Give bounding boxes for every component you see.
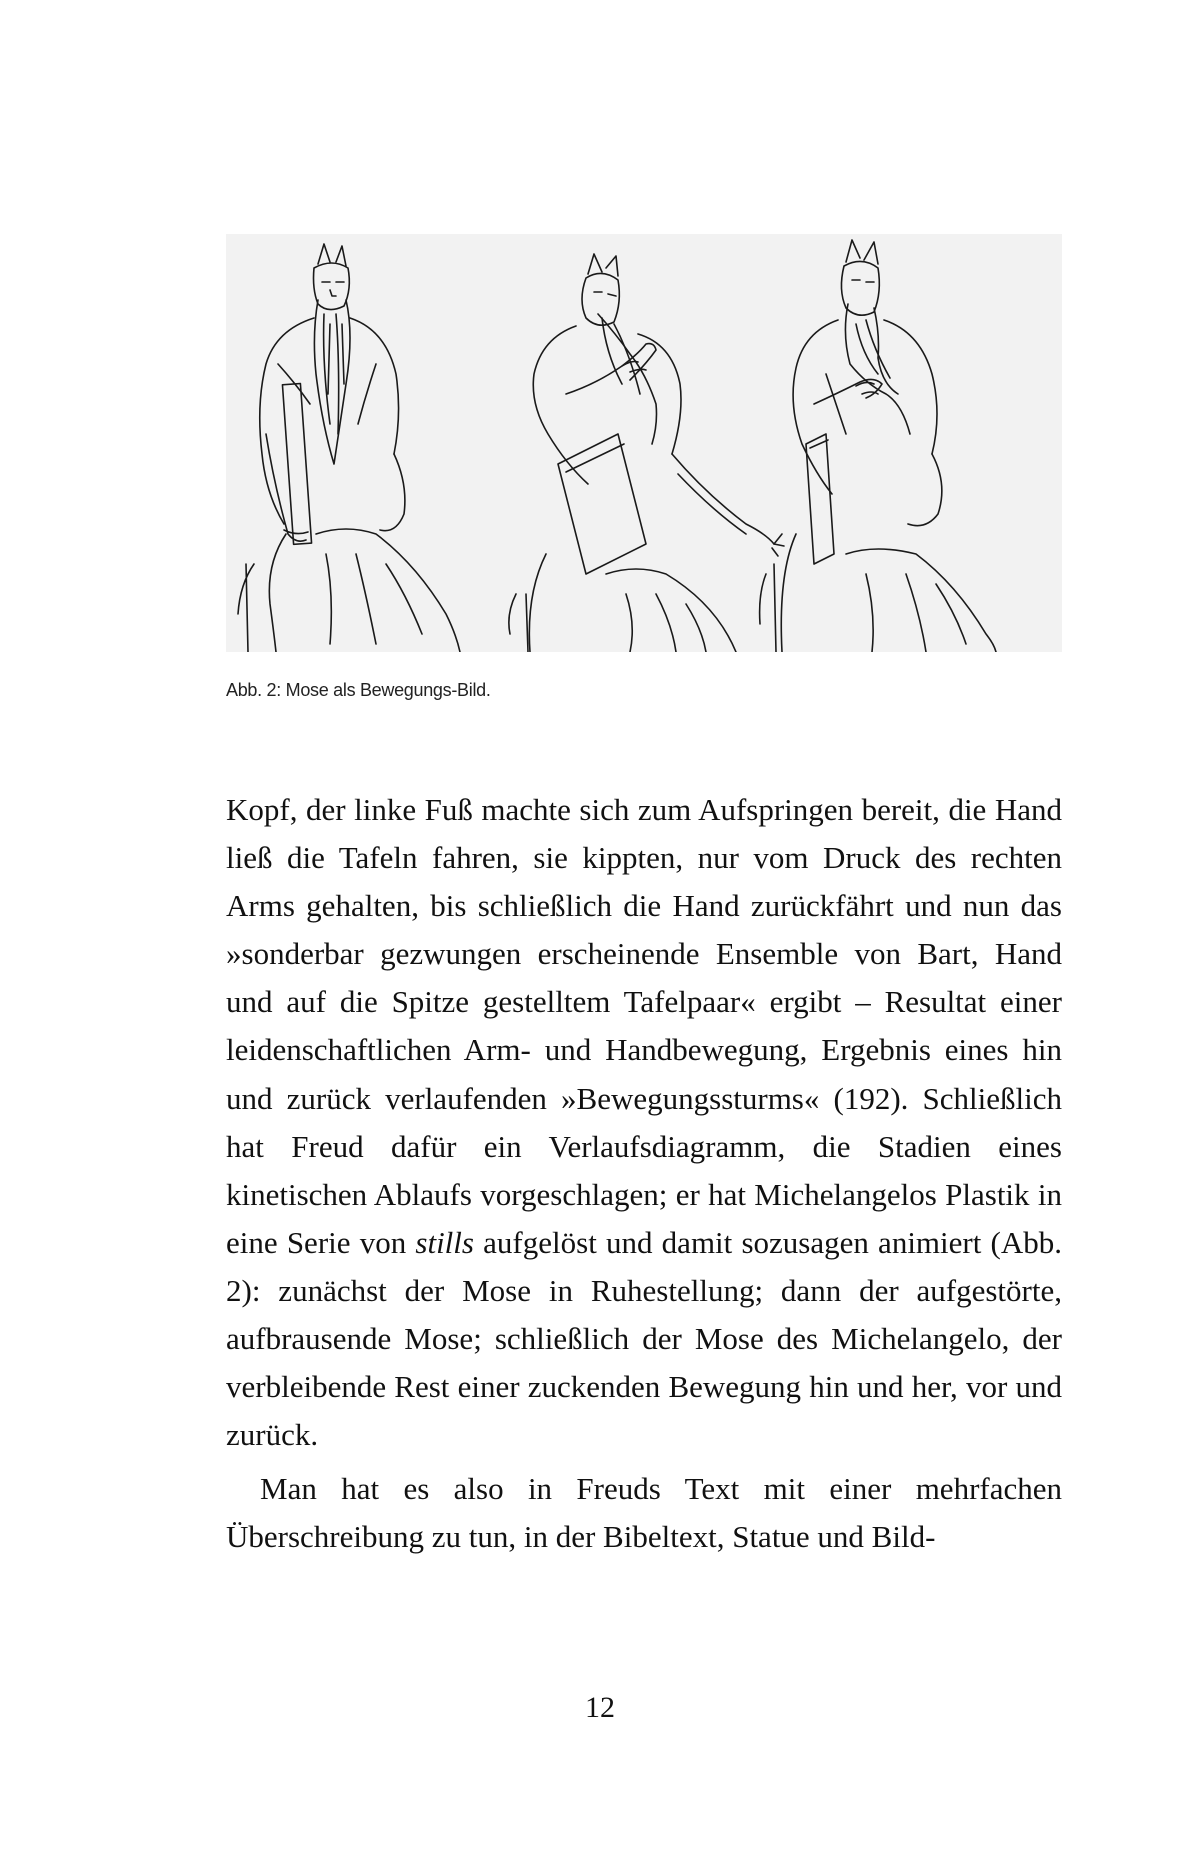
body-text (226, 786, 1062, 1562)
figure-caption: Abb. 2: Mose als Bewegungs-Bild. (226, 680, 491, 700)
figure-mose-drawings (226, 234, 1062, 652)
paragraph-1 (226, 786, 1062, 1459)
paragraph-1-italic-term: stills (415, 1224, 474, 1260)
paragraph-1-text-a: Kopf, der linke Fuß machte sich zum Aufspringen bereit, die Hand ließ die Tafeln fahren, sie kippten, nur vom Druck des rechten Arms gehalten, bis schließlich die Hand zurückfährt und nun das »sonderbar gezwungen erscheinende Ensemble von Bart, Hand und auf die Spitze gestelltem Tafelpaar« ergibt – Resultat einer leidenschaftlichen Arm- und Handbewegung, Ergebnis eines hin und zurück verlaufenden »Bewegungssturms« (192). Schließlich hat Freud dafür ein Verlaufsdiagramm, die Stadien eines kinetischen Ablaufs vorgeschlagen; er hat Michelangelos Plastik in eine Serie von (226, 792, 1062, 1260)
paragraph-2: Man hat es also in Freuds Text mit einer mehrfachen Überschreibung zu tun, in der Bibeltext, Statue und Bild- (226, 1471, 1062, 1555)
paragraph-1-text-b: aufgelöst und damit sozusagen animiert (Abb. 2): zunächst der Mose in Ruhestellung; dann der aufgestörte, aufbrausende Mose; schließlich der Mose des Michelangelo, der verbleibende Rest einer zuckenden Bewegung hin und her, vor und zurück. (226, 1224, 1062, 1453)
drawing-mose-aufbrausend (509, 254, 784, 652)
drawing-mose-michelangelo (760, 240, 996, 652)
drawing-mose-ruhestellung (238, 244, 460, 652)
page-number: 12 (585, 1691, 615, 1724)
